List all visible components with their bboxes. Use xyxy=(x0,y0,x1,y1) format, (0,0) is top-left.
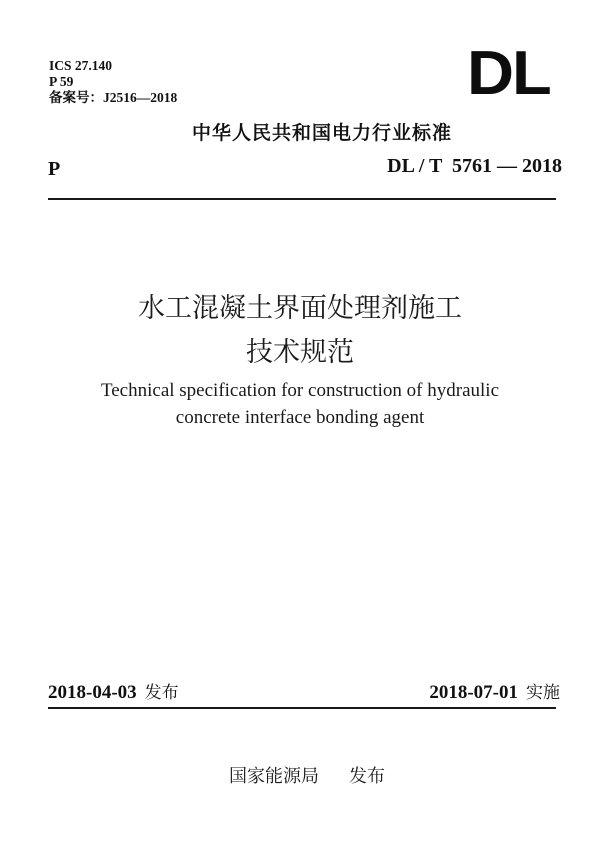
chinese-title-line2: 技术规范 xyxy=(246,337,354,368)
issue-label: 发布 xyxy=(144,683,179,703)
standard-code: DL / T 5761 — 2018 xyxy=(387,155,562,177)
standard-type-title: 中华人民共和国电力行业标准 xyxy=(191,122,452,144)
chinese-title-line1: 水工混凝土界面处理剂施工 xyxy=(138,293,462,324)
publish-label: 发布 xyxy=(349,766,385,787)
record-number: 备案号：J2516—2018 xyxy=(49,90,178,105)
class-code: P 59 xyxy=(49,74,74,89)
effective-date: 2018-07-01 xyxy=(429,682,518,703)
dl-logo: DL xyxy=(467,39,550,108)
publisher-line xyxy=(0,762,600,788)
issue-date: 2018-04-03 xyxy=(48,682,137,703)
publisher-name: 国家能源局 xyxy=(229,766,319,787)
category-letter: P xyxy=(48,158,61,180)
effective-date-block xyxy=(429,678,560,704)
effective-label: 实施 xyxy=(526,683,560,703)
english-title-line2: concrete interface bonding agent xyxy=(175,407,425,428)
meta-block xyxy=(49,58,177,106)
issue-date-block xyxy=(48,678,179,704)
top-divider xyxy=(48,198,556,200)
bottom-divider xyxy=(48,707,556,709)
english-title-line1: Technical specification for construction of hydraulic xyxy=(100,380,500,401)
ics-code: ICS 27.140 xyxy=(49,58,113,73)
